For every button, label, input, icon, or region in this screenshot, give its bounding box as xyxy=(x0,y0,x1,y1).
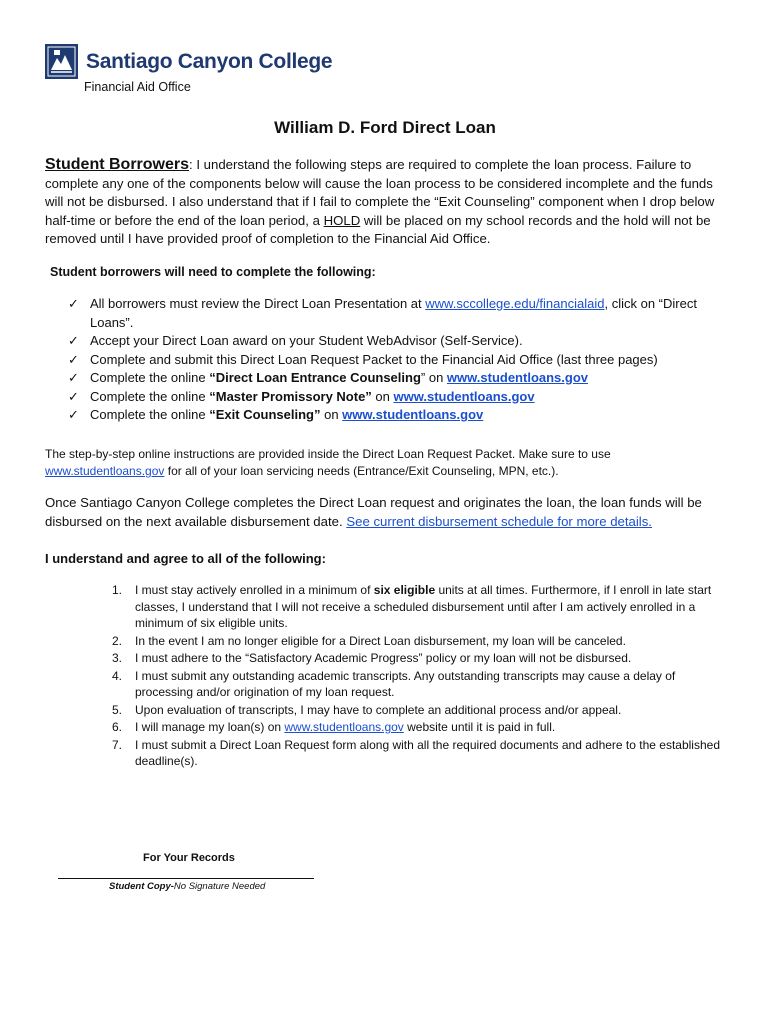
checklist-text: Complete and submit this Direct Loan Request Packet to the Financial Aid Office (last three pages) xyxy=(90,351,658,367)
disbursement-schedule-link[interactable]: See current disbursement schedule for more details. xyxy=(346,514,652,529)
requirements-heading: Student borrowers will need to complete the following: xyxy=(50,265,376,279)
checklist-bold: “Exit Counseling” xyxy=(209,407,321,422)
signature-line xyxy=(58,878,314,879)
studentloans-link[interactable]: www.studentloans.gov xyxy=(446,370,589,385)
office-name: Financial Aid Office xyxy=(84,80,191,94)
college-header xyxy=(45,44,332,79)
student-copy-rest: No Signature Needed xyxy=(173,881,266,892)
disbursement-text: Once Santiago Canyon College completes the Direct Loan request and originates the loan, the loan funds will be disbursed on the next available disbursement date. xyxy=(45,495,702,529)
checklist-item xyxy=(68,406,728,425)
sccollege-link[interactable]: www.sccollege.edu/financialaid xyxy=(425,296,605,311)
instructions-paragraph xyxy=(45,446,728,480)
agreement-bold: six eligible xyxy=(373,583,436,597)
checklist-text: Complete the online xyxy=(90,407,210,422)
checklist-item xyxy=(68,351,728,370)
agreement-text: In the event I am no longer eligible for a Direct Loan disbursement, my loan will be canceled. xyxy=(135,633,626,648)
college-logo-icon xyxy=(45,44,78,79)
agreement-text: I must submit any outstanding academic transcripts. Any outstanding transcripts may cause a delay of processing and/or origination of my loan request. xyxy=(135,668,676,699)
disbursement-paragraph xyxy=(45,493,728,531)
agreement-list xyxy=(112,582,727,771)
checklist-text: , click on “Direct Loans”. xyxy=(90,296,697,330)
checklist-item xyxy=(68,369,728,388)
checklist-text: on xyxy=(371,388,394,404)
instructions-text: for all of your loan servicing needs (Entrance/Exit Counseling, MPN, etc.). xyxy=(164,464,559,478)
checklist-bold: “Master Promissory Note” xyxy=(209,388,372,404)
page-title: William D. Ford Direct Loan xyxy=(274,118,496,137)
agree-heading: I understand and agree to all of the following: xyxy=(45,551,326,566)
checkmark-icon: ✓ xyxy=(68,370,79,385)
checklist-text: on xyxy=(320,407,343,422)
item-number: 4. xyxy=(112,668,123,683)
agreement-text: website until it is paid in full. xyxy=(403,720,556,734)
agreement-text: I must stay actively enrolled in a minimum of xyxy=(135,583,374,597)
studentloans-link[interactable]: www.studentloans.gov xyxy=(342,407,484,422)
for-your-records-label: For Your Records xyxy=(143,852,235,864)
item-number: 6. xyxy=(112,720,123,734)
checklist-text: All borrowers must review the Direct Loan Presentation at xyxy=(90,296,426,311)
checklist-text: Complete the online xyxy=(90,370,210,385)
agreement-text: units at all times. Furthermore, if I enroll in late start classes, I understand that I will not receive a scheduled disbursement until after I am actively enrolled in a minimum of six eligible units. xyxy=(135,583,712,630)
agreement-item xyxy=(112,719,727,736)
agreement-text: I must adhere to the “Satisfactory Academic Progress” policy or my loan will not be disbursed. xyxy=(135,651,632,665)
student-copy-bold: Student Copy- xyxy=(109,881,174,892)
college-name: Santiago Canyon College xyxy=(86,49,333,73)
agreement-item xyxy=(112,582,727,632)
agreement-item xyxy=(112,702,727,719)
checklist-text: Complete the online xyxy=(90,388,210,404)
intro-lead: Student Borrowers xyxy=(45,156,190,173)
agreement-text: I will manage my loan(s) on xyxy=(135,720,285,734)
intro-text-2: will be placed on my school records and the hold will not be removed until I have provided proof of completion to the Financial Aid Office. xyxy=(45,212,711,246)
checklist-text: ” on xyxy=(420,370,447,385)
checklist-bold: “Direct Loan Entrance Counseling xyxy=(209,370,421,385)
checklist-item xyxy=(68,295,728,332)
checkmark-icon: ✓ xyxy=(68,296,79,311)
agreement-item xyxy=(112,668,727,701)
studentloans-link[interactable]: www.studentloans.gov xyxy=(284,720,404,734)
checkmark-icon: ✓ xyxy=(68,351,79,367)
student-copy-note xyxy=(109,881,265,892)
item-number: 5. xyxy=(112,702,123,717)
checklist-item xyxy=(68,388,728,407)
agreement-text: I must submit a Direct Loan Request form along with all the required documents and adhere to the established deadline(s). xyxy=(135,737,720,768)
agreement-item xyxy=(112,737,727,770)
checkmark-icon: ✓ xyxy=(68,333,79,348)
item-number: 1. xyxy=(112,583,123,597)
requirements-checklist xyxy=(68,295,728,425)
instructions-text: The step-by-step online instructions are provided inside the Direct Loan Request Packet. Make sure to use xyxy=(45,447,611,461)
item-number: 7. xyxy=(112,737,123,752)
intro-paragraph xyxy=(45,156,728,249)
agreement-item xyxy=(112,650,727,667)
item-number: 2. xyxy=(112,633,123,648)
checkmark-icon: ✓ xyxy=(68,407,79,422)
checkmark-icon: ✓ xyxy=(68,388,79,404)
studentloans-link[interactable]: www.studentloans.gov xyxy=(393,388,535,404)
item-number: 3. xyxy=(112,651,123,665)
checklist-item xyxy=(68,332,728,351)
hold-text: HOLD xyxy=(323,212,361,228)
studentloans-link[interactable]: www.studentloans.gov xyxy=(45,464,165,478)
intro-text-1: : I understand the following steps are required to complete the loan process. Failure to complete any one of the components below will cause the loan process to be considered incomplete and the funds will not be disbursed. I also understand that if I fail to complete the “Exit Counseling” component when I drop below half-time or before the end of the loan period, a xyxy=(45,157,715,228)
agreement-item xyxy=(112,633,727,650)
checklist-text: Accept your Direct Loan award on your Student WebAdvisor (Self-Service). xyxy=(90,333,523,348)
agreement-text: Upon evaluation of transcripts, I may have to complete an additional process and/or appeal. xyxy=(135,702,622,717)
